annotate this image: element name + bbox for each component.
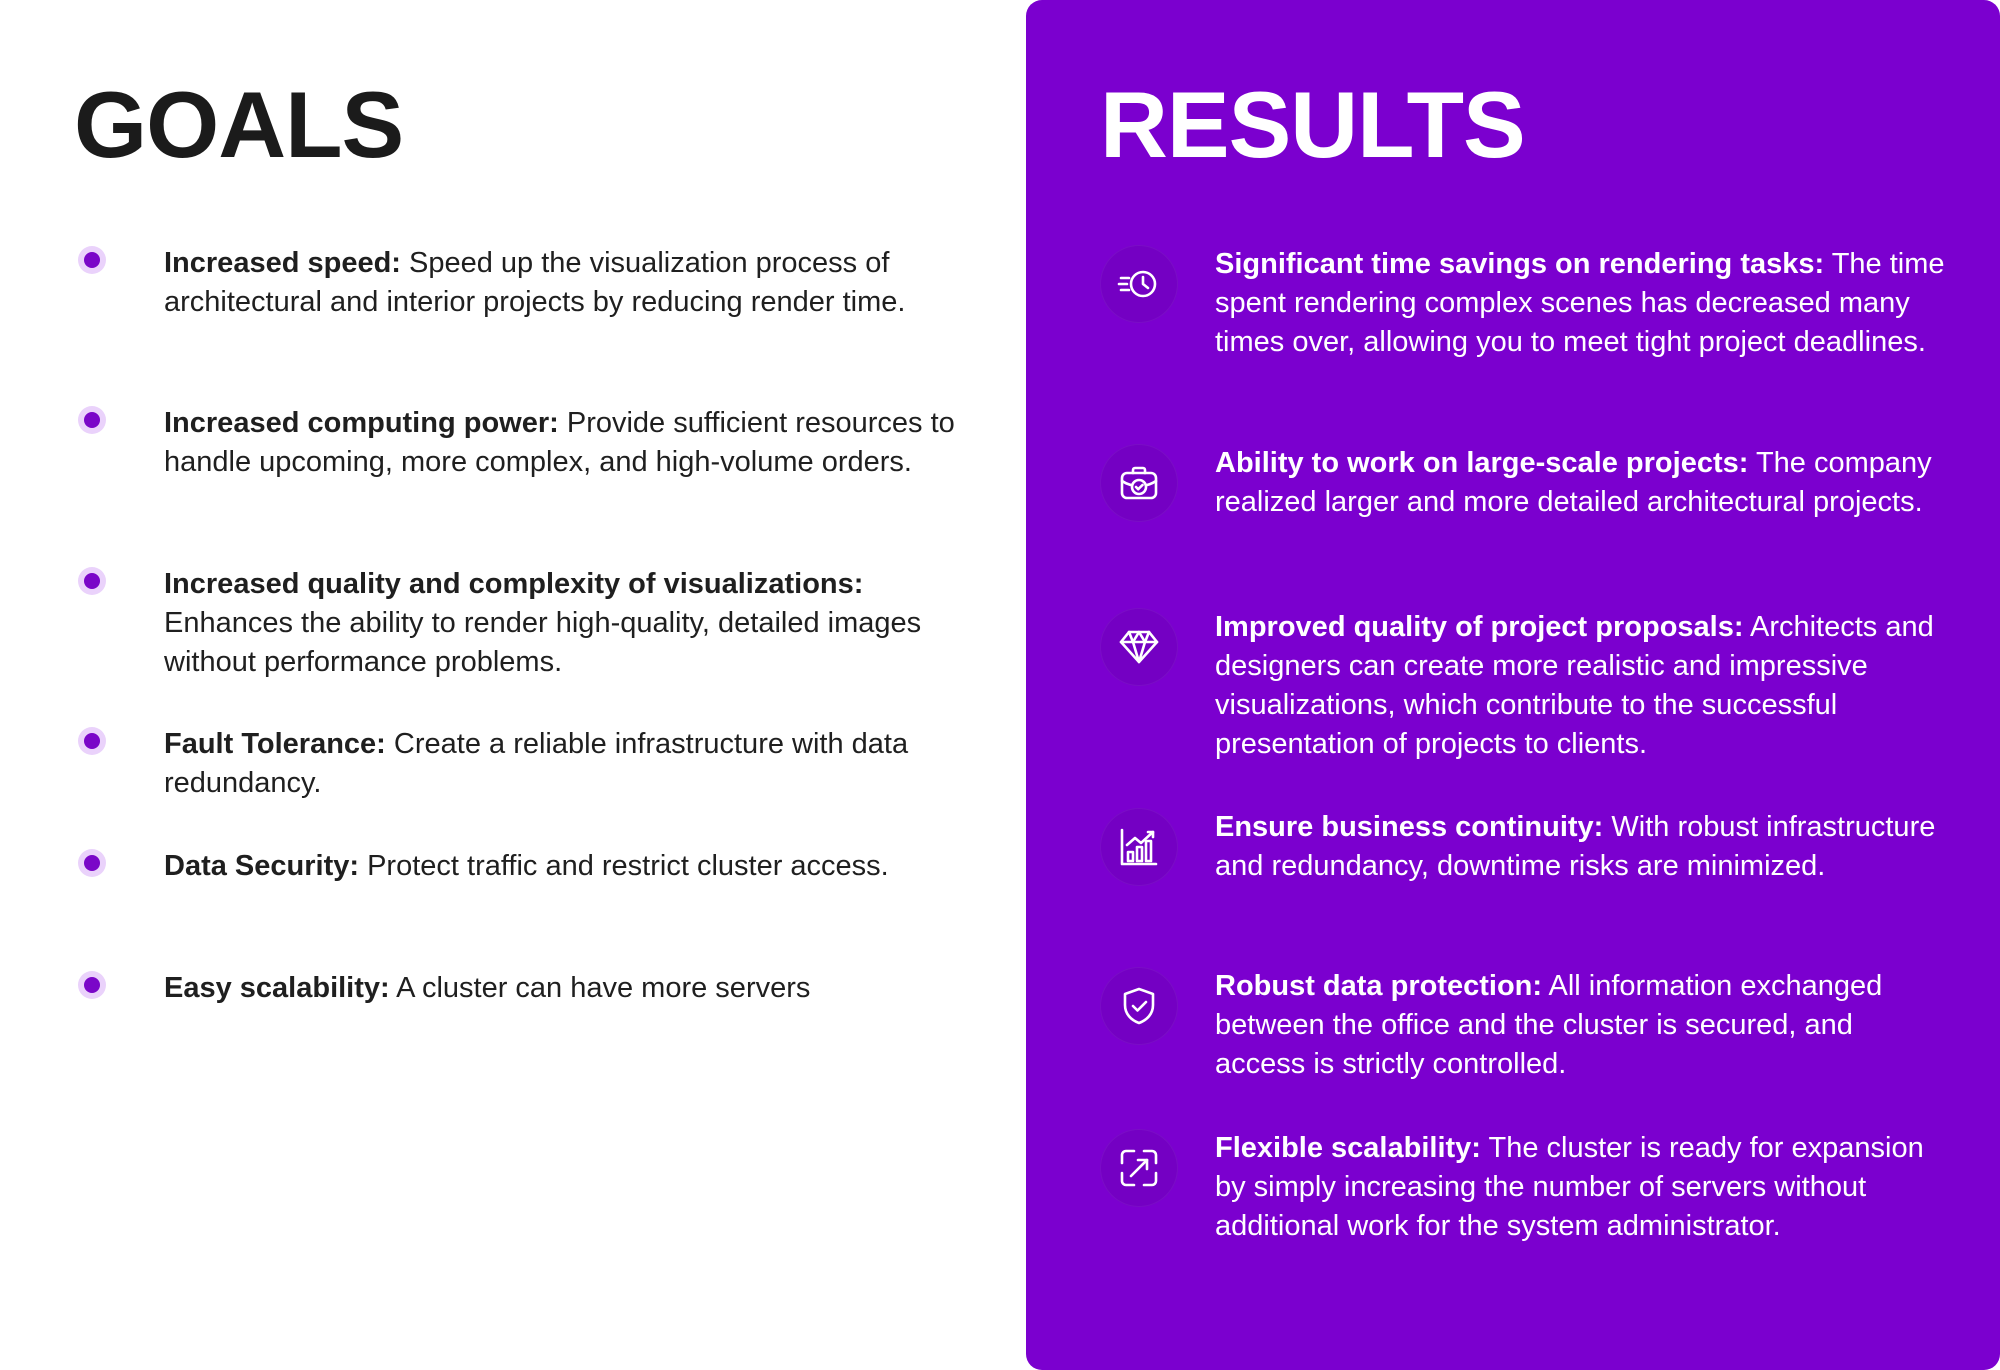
result-text <box>1215 444 1950 522</box>
goal-heading: Increased quality and complexity of visualizations: <box>164 568 864 600</box>
result-description: The cluster is ready for expansion by simply increasing the number of servers without additional work for the system administrator. <box>1215 1132 1924 1242</box>
bullet-dot-icon <box>84 977 100 993</box>
result-description: The company realized larger and more detailed architectural projects. <box>1215 447 1932 518</box>
goal-text <box>164 969 984 1008</box>
bullet-dot-icon <box>84 252 100 268</box>
results-panel <box>1026 0 2000 1370</box>
result-text <box>1215 967 1950 1084</box>
bullet-dot-icon <box>84 573 100 589</box>
result-heading: Significant time savings on rendering tasks: <box>1215 248 1825 280</box>
result-description: All information exchanged between the office and the cluster is secured, and access is strictly controlled. <box>1215 970 1883 1080</box>
results-title: RESULTS <box>1100 72 1525 177</box>
goal-description: Enhances the ability to render high-quality, detailed images without performance problems. <box>164 607 922 678</box>
goal-heading: Increased computing power: <box>164 407 559 439</box>
goal-text <box>164 725 984 803</box>
result-text <box>1215 1129 1950 1246</box>
goal-heading: Data Security: <box>164 850 360 882</box>
goals-title: GOALS <box>74 72 404 177</box>
result-text <box>1215 608 1950 764</box>
result-description: The time spent rendering complex scenes has decreased many times over, allowing you to meet tight project deadlines. <box>1215 248 1945 358</box>
diamond-icon <box>1100 608 1178 686</box>
result-heading: Ensure business continuity: <box>1215 811 1604 843</box>
result-text <box>1215 245 1950 362</box>
goal-heading: Increased speed: <box>164 247 401 279</box>
growth-chart-icon <box>1100 808 1178 886</box>
fast-clock-icon <box>1100 245 1178 323</box>
briefcase-check-icon <box>1100 444 1178 522</box>
goal-description: Protect traffic and restrict cluster access. <box>367 850 889 882</box>
goal-text <box>164 847 984 886</box>
result-heading: Improved quality of project proposals: <box>1215 611 1744 643</box>
goal-description: Create a reliable infrastructure with data redundancy. <box>164 728 909 799</box>
goal-text <box>164 404 984 482</box>
bullet-dot-icon <box>84 412 100 428</box>
goal-heading: Fault Tolerance: <box>164 728 386 760</box>
goal-description: Speed up the visualization process of architectural and interior projects by reducing render time. <box>164 247 906 318</box>
shield-check-icon <box>1100 967 1178 1045</box>
expand-icon <box>1100 1129 1178 1207</box>
bullet-dot-icon <box>84 733 100 749</box>
goal-text <box>164 565 984 682</box>
result-description: Architects and designers can create more realistic and impressive visualizations, which contribute to the successful presentation of projects to clients. <box>1215 611 1934 760</box>
bullet-dot-icon <box>84 855 100 871</box>
result-heading: Ability to work on large-scale projects: <box>1215 447 1749 479</box>
goal-heading: Easy scalability: <box>164 972 390 1004</box>
goal-description: Provide sufficient resources to handle upcoming, more complex, and high-volume orders. <box>164 407 955 478</box>
goal-description: A cluster can have more servers <box>396 972 811 1004</box>
result-description: With robust infrastructure and redundancy, downtime risks are minimized. <box>1215 811 1936 882</box>
goal-text <box>164 244 984 322</box>
result-heading: Robust data protection: <box>1215 970 1543 1002</box>
result-heading: Flexible scalability: <box>1215 1132 1481 1164</box>
result-text <box>1215 808 1950 886</box>
